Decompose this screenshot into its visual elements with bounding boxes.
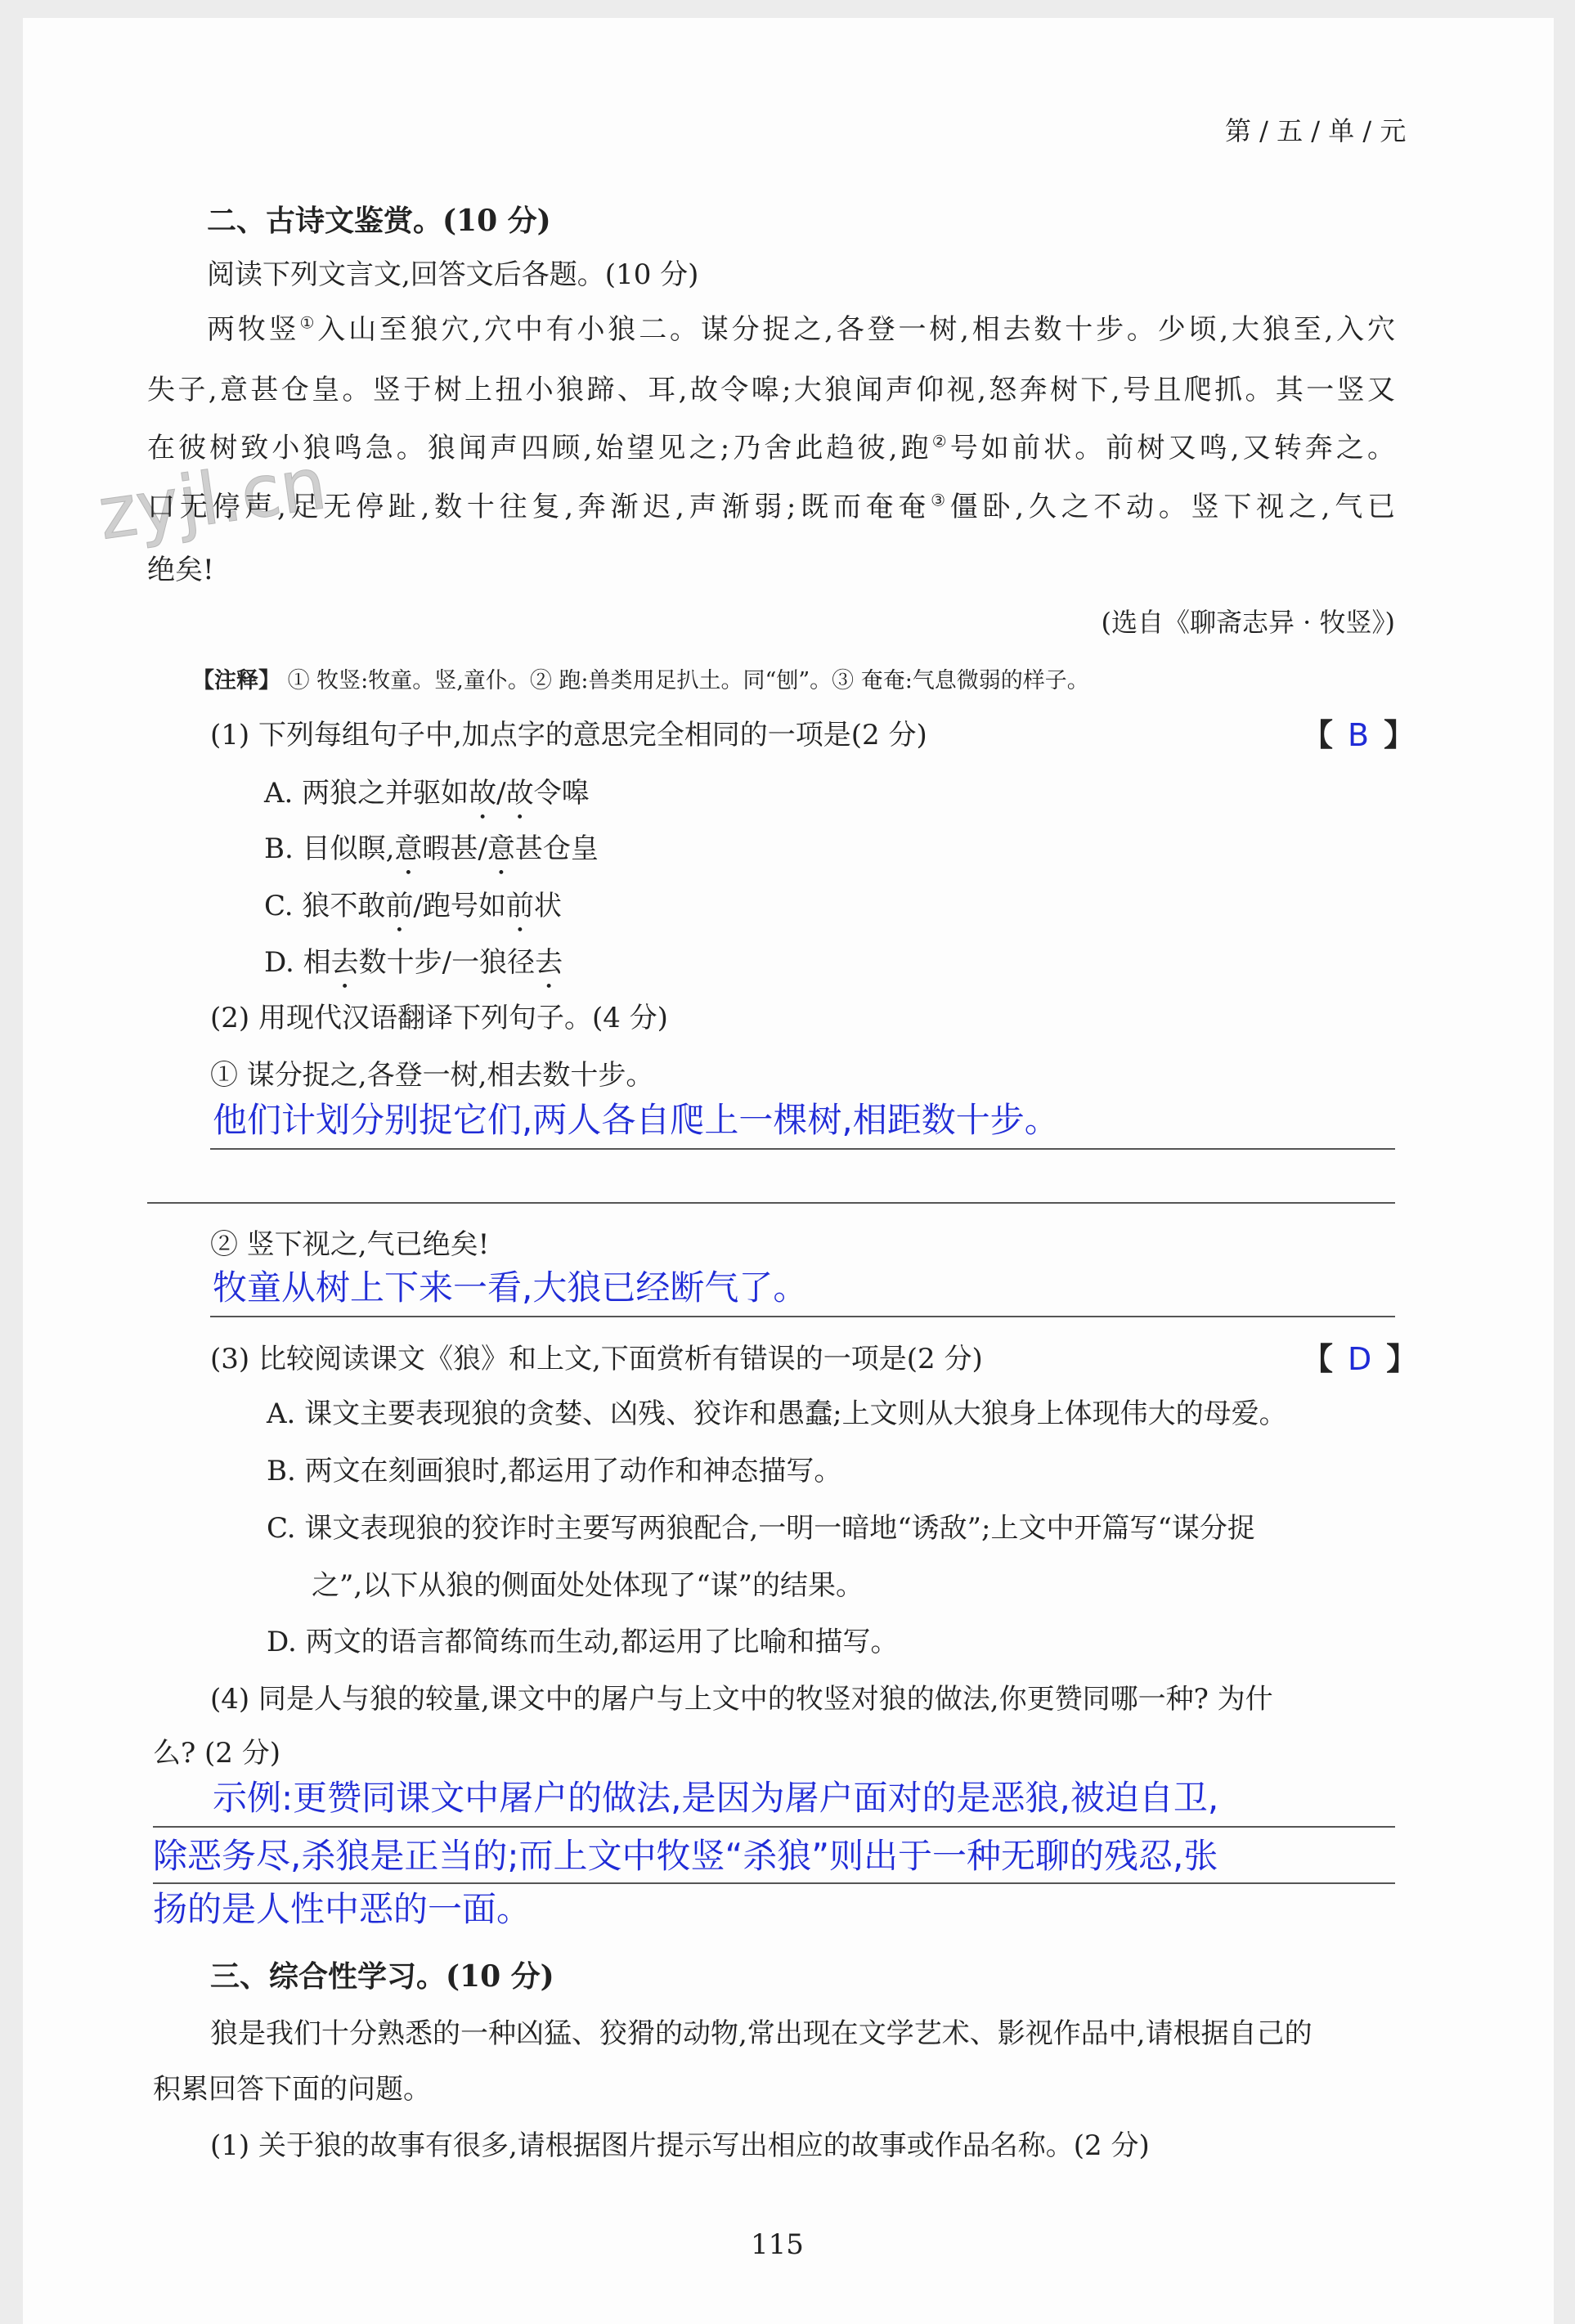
text-segment: 甚仓皇 <box>514 832 599 865</box>
unit-header: 第 / 五 / 单 / 元 <box>1225 115 1407 146</box>
emphasized-char: 意 <box>394 832 423 865</box>
answer-line <box>147 1202 1395 1204</box>
passage-line <box>147 374 1395 406</box>
text-segment: 在彼树致小狼鸣急。狼闻声四顾,始望见之;乃舍此趋彼,跑 <box>147 432 932 464</box>
footnote-marker: ① <box>299 312 318 333</box>
q2-answer-2: 牧童从树上下来一看,大狼已经断气了。 <box>213 1267 808 1308</box>
q3-option-c-cont: 之”,以下从狼的侧面处处体现了“谋”的结果。 <box>312 1569 864 1602</box>
q3-prompt: (3) 比较阅读课文《狼》和上文,下面赏析有错误的一项是(2 分) <box>210 1343 983 1375</box>
emphasized-char: 前 <box>505 890 534 922</box>
watermark: zyjl.cn <box>93 441 332 556</box>
emphasized-char: 故 <box>469 777 497 810</box>
answer-line <box>153 1882 1395 1884</box>
text-segment: 入山至狼穴,穴中有小狼二。谋分捉之,各登一树,相去数十步。少顷,大狼至,入穴 <box>317 313 1395 346</box>
text-segment: 僵卧,久之不动。竖下视之,气已 <box>949 491 1395 523</box>
text-segment: 号如前状。前树又鸣,又转奔之。 <box>949 432 1395 464</box>
answer-line <box>210 1148 1395 1150</box>
section3-q1: (1) 关于狼的故事有很多,请根据图片提示写出相应的故事或作品名称。(2 分) <box>210 2129 1150 2162</box>
passage-line <box>207 313 1395 346</box>
text-segment: / <box>496 777 506 810</box>
answer-line <box>210 1316 1395 1317</box>
q3-option-c: C. 课文表现狼的狡诈时主要写两狼配合,一明一暗地“诱敌”;上文中开篇写“谋分捉 <box>267 1512 1255 1545</box>
text-segment: 绝矣! <box>147 554 214 586</box>
text-segment: 暇甚/ <box>422 832 487 865</box>
q4-prompt: (4) 同是人与狼的较量,课文中的屠户与上文中的牧竖对狼的做法,你更赞同哪一种? 为什 <box>210 1683 1273 1716</box>
section3-intro-cont: 积累回答下面的问题。 <box>153 2073 431 2106</box>
q2-sentence-2: ② 竖下视之,气已绝矣! <box>210 1228 490 1261</box>
q2-sentence-1: ① 谋分捉之,各登一树,相去数十步。 <box>210 1059 654 1092</box>
text-segment: 失子,意甚仓皇。竖于树上扭小狼蹄、耳,故令嗥;大狼闻声仰视,怒奔树下,号且爬抓。其一竖又 <box>147 374 1395 406</box>
instruction: 阅读下列文言文,回答文后各题。(10 分) <box>207 258 699 291</box>
text-segment: 数十步/一狼径 <box>358 946 536 979</box>
text-segment: 状 <box>533 890 562 922</box>
q1-answer: B <box>1348 717 1370 753</box>
answer-line <box>153 1826 1395 1828</box>
emphasized-char: 去 <box>330 946 359 979</box>
section3-intro: 狼是我们十分熟悉的一种凶猛、狡猾的动物,常出现在文学艺术、影视作品中,请根据自己的 <box>210 2017 1312 2050</box>
emphasized-char: 前 <box>385 890 414 922</box>
notes-text: ① 牧竖:牧童。竖,童仆。② 跑:兽类用足扒土。同“刨”。③ 奄奄:气息微弱的样子。 <box>280 668 1089 693</box>
q2-prompt: (2) 用现代汉语翻译下列句子。(4 分) <box>210 1002 668 1034</box>
emphasized-char: 去 <box>535 946 563 979</box>
passage-line <box>147 432 1395 464</box>
footnote-marker: ② <box>931 431 950 451</box>
section2-title: 二、古诗文鉴赏。(10 分) <box>207 204 551 238</box>
emphasized-char: 意 <box>487 832 515 865</box>
q3-answer-box: 【 D 】 <box>1302 1340 1418 1377</box>
notes-label: 【注释】 <box>192 668 280 693</box>
footnote-marker: ③ <box>931 490 950 510</box>
q3-option-a: A. 课文主要表现狼的贪婪、凶残、狡诈和愚蠢;上文则从大狼身上体现伟大的母爱。 <box>267 1398 1287 1430</box>
q4-answer-line-1: 示例:更赞同课文中屠户的做法,是因为屠户面对的是恶狼,被迫自卫, <box>213 1778 1219 1818</box>
text-segment: C. 狼不敢 <box>264 890 386 922</box>
page-number: 115 <box>751 2228 804 2261</box>
text-segment: B. 目似瞑, <box>264 832 395 865</box>
text-segment: 令嗥 <box>533 777 590 810</box>
section3-title: 三、综合性学习。(10 分) <box>210 1959 554 1994</box>
passage-line <box>147 491 1395 523</box>
text-segment: /跑号如 <box>413 890 506 922</box>
text-segment: 口无停声,足无停趾,数十往复,奔渐迟,声渐弱;既而奄奄 <box>147 491 931 523</box>
q1-option-b <box>264 832 599 882</box>
q1-option-c <box>264 890 562 939</box>
passage-source: (选自《聊斋志异 · 牧竖》) <box>1101 607 1395 638</box>
q1-prompt: (1) 下列每组句子中,加点字的意思完全相同的一项是(2 分) <box>210 719 927 751</box>
q1-option-a <box>264 777 590 826</box>
q3-option-d: D. 两文的语言都简练而生动,都运用了比喻和描写。 <box>267 1626 899 1658</box>
q2-answer-1: 他们计划分别捉它们,两人各自爬上一棵树,相距数十步。 <box>213 1100 1059 1140</box>
q1-answer-box: 【 B 】 <box>1302 716 1416 753</box>
passage-line <box>147 554 1395 586</box>
text-segment: 两牧竖 <box>207 313 300 346</box>
emphasized-char: 故 <box>505 777 534 810</box>
q3-option-b: B. 两文在刻画狼时,都运用了动作和神态描写。 <box>267 1455 842 1487</box>
annotations <box>192 665 1089 698</box>
q1-option-d <box>264 946 563 995</box>
q4-answer-line-2: 除恶务尽,杀狼是正当的;而上文中牧竖“杀狼”则出于一种无聊的残忍,张 <box>153 1836 1218 1876</box>
text-segment: A. 两狼之并驱如 <box>264 777 469 810</box>
q4-answer-line-3: 扬的是人性中恶的一面。 <box>153 1889 532 1929</box>
q3-answer: D <box>1348 1341 1372 1377</box>
q4-prompt-cont: 么? (2 分) <box>153 1737 281 1770</box>
text-segment: D. 相 <box>264 946 331 979</box>
